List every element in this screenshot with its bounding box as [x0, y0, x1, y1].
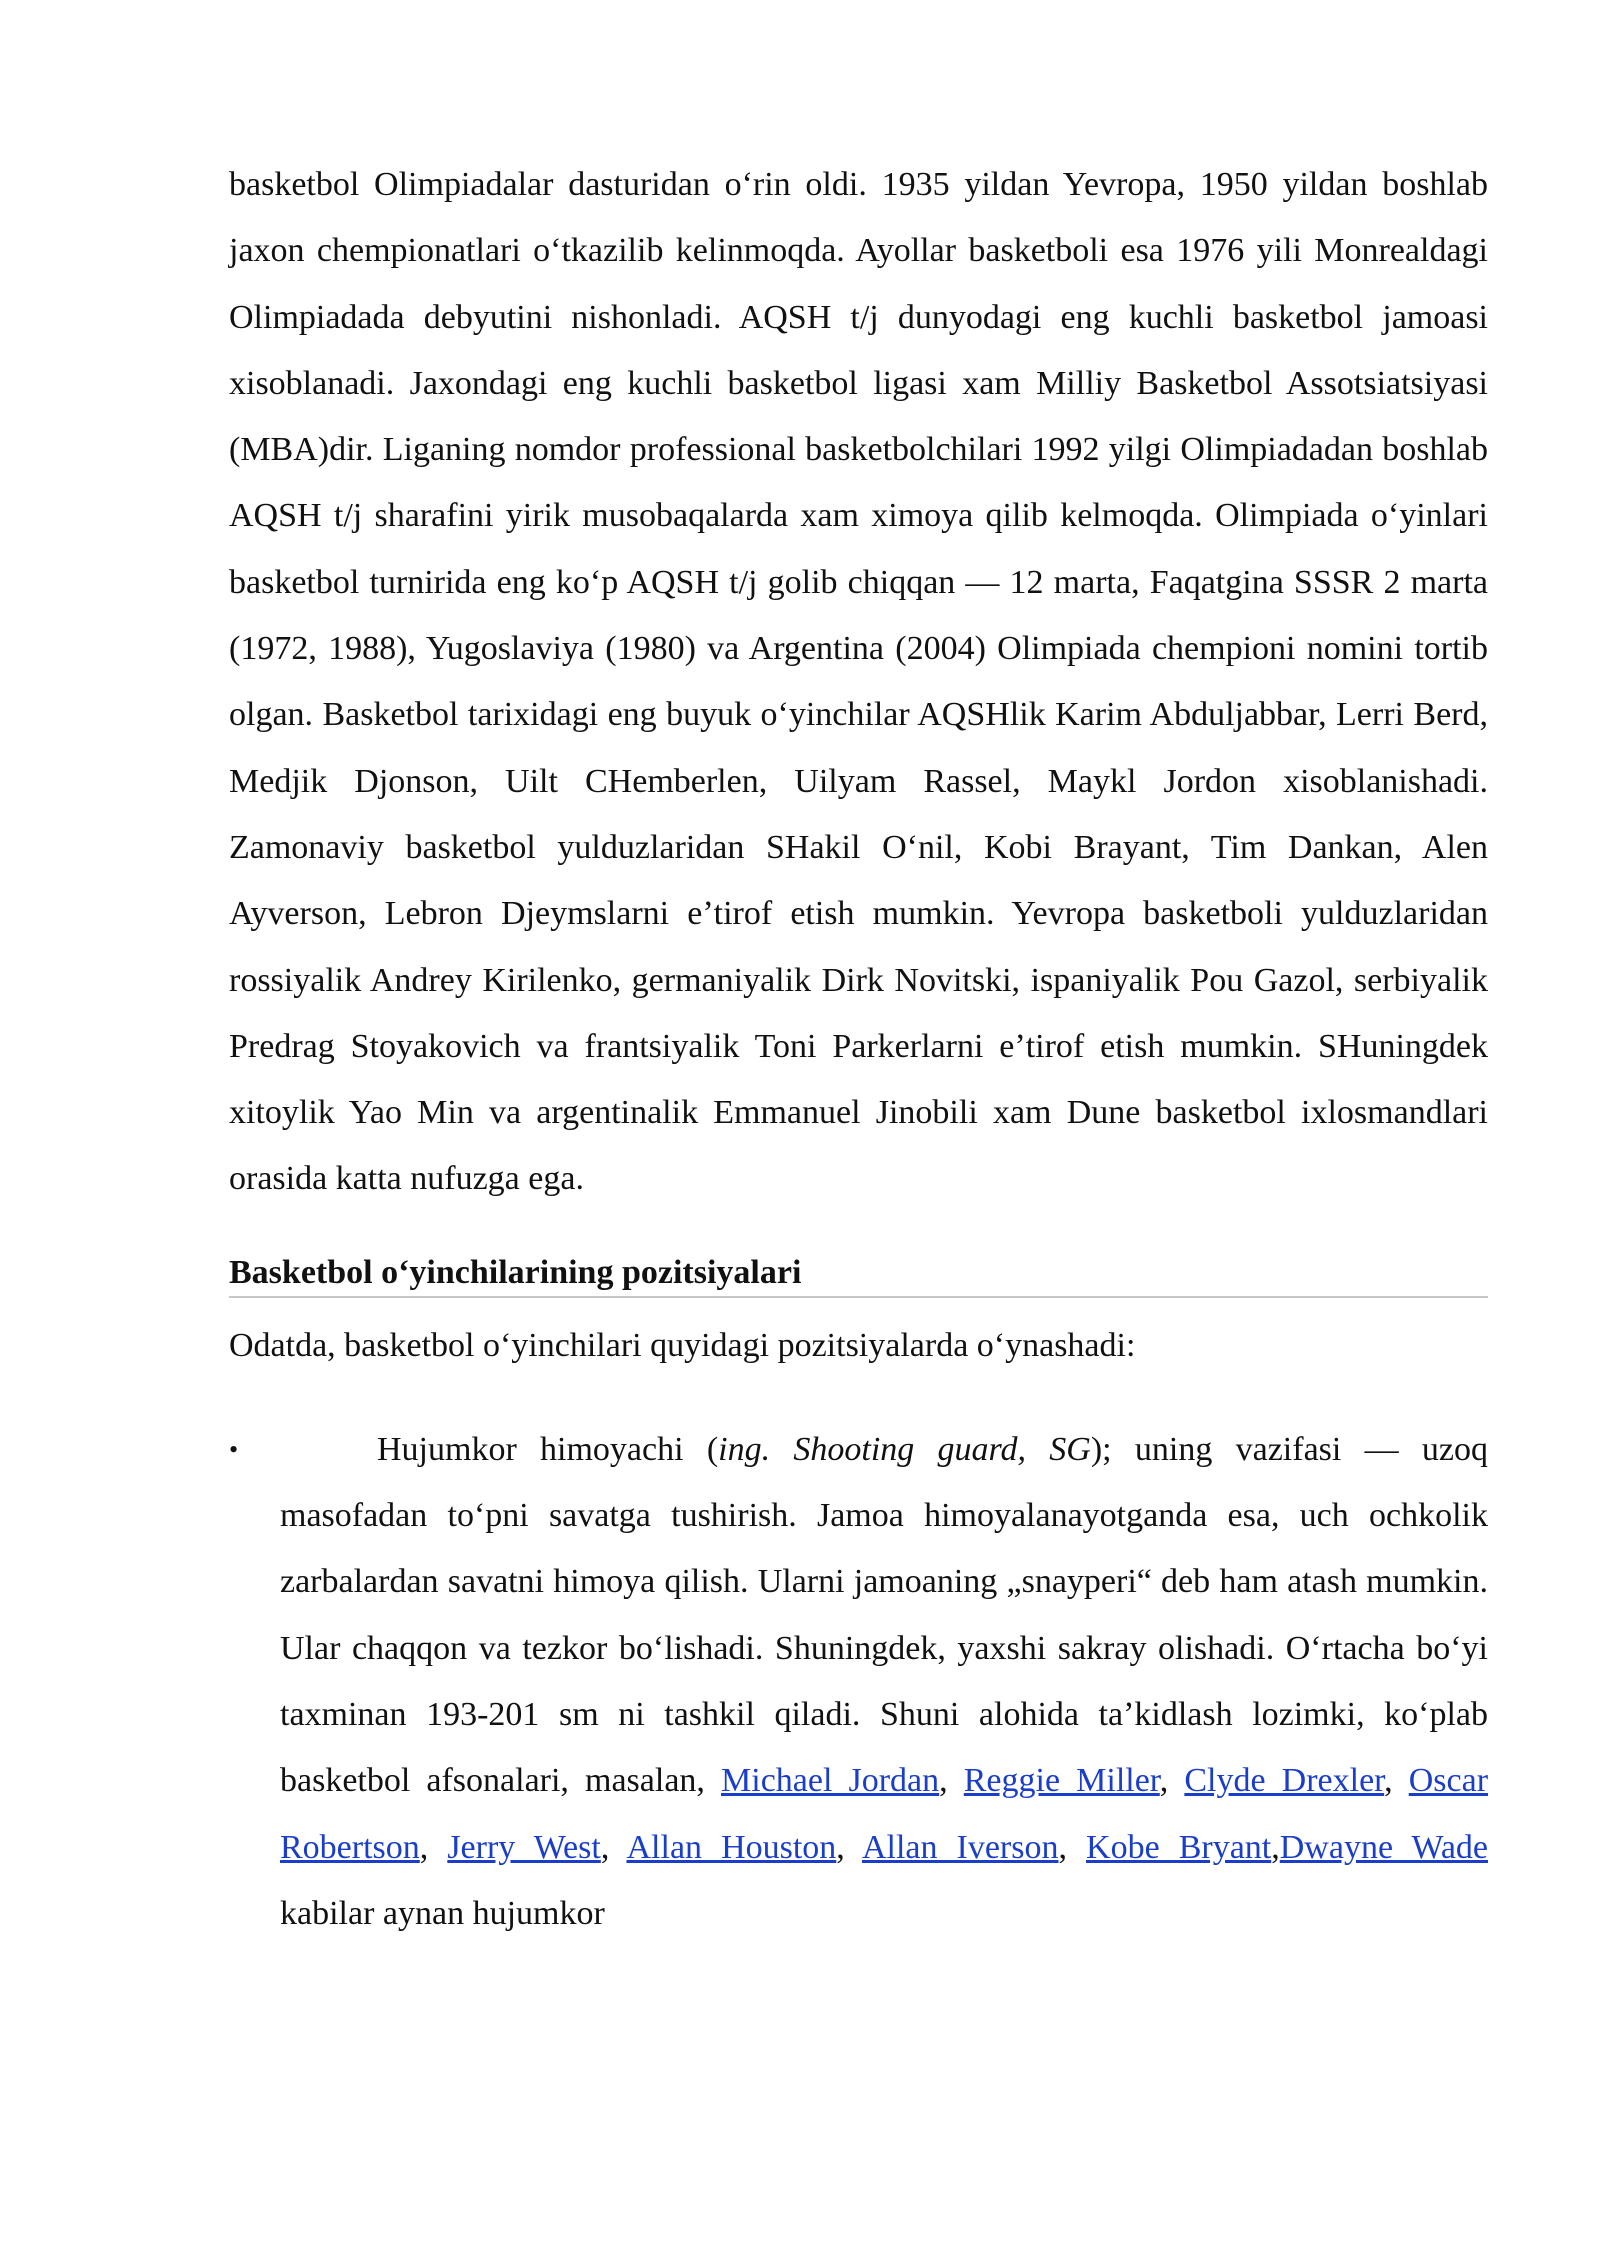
link-michael-jordan[interactable]: Michael Jordan	[721, 1762, 940, 1800]
link-oscar-robertson[interactable]: Oscar Robertson	[280, 1762, 1489, 1866]
body-paragraph: basketbol Olimpiadalar dasturidan oʻrin oldi. 1935 yildan Yevropa, 1950 yildan boshlab jaxon chempionatlari oʻtkazilib kelinmoqda. Ayollar basketboli esa 1976 yili Monrealdagi Olimpiadada debyutini nishonladi. AQSH t/j dunyodagi eng kuchli basketbol jamoasi xisoblanadi. Jaxondagi eng kuchli basketbol ligasi xam Milliy Basketbol Assotsiatsiyasi (MBA)dir. Liganing nomdor professional basketbolchilari 1992 yilgi Olimpiadadan boshlab AQSH t/j sharafini yirik musobaqalarda xam ximoya qilib kelmoqda. Olimpiada oʻyinlari basketbol turnirida eng koʻp AQSH t/j golib chiqqan — 12 marta, Faqatgina SSSR 2 marta (1972, 1988), Yugoslaviya (1980) va Argentina (2004) Olimpiada chempioni nomini tortib olgan. Basketbol tarixidagi eng buyuk oʻyinchilar AQSHlik Karim Abduljabbar, Lerri Berd, Medjik Djonson, Uilt CHemberlen, Uilyam Rassel, Maykl Jordon xisoblanishadi. Zamonaviy basketbol yulduzlaridan SHakil Oʻnil, Kobi Brayant, Tim Dankan, Alen Ayverson, Lebron Djeymslarni eʼtirof etish mumkin. Yevropa basketboli yulduzlaridan rossiyalik Andrey Kirilenko, germaniyalik Dirk Novitski, ispaniyalik Pou Gazol, serbiyalik Predrag Stoyakovich va frantsiyalik Toni Parkerlarni eʼtirof etish mumkin. SHuningdek xitoylik Yao Min va argentinalik Emmanuel Jinobili xam Dune basketbol ixlosmandlari orasida katta nufuzga ega.	[229, 166, 1488, 1198]
link-clyde-drexler[interactable]: Clyde Drexler	[1184, 1762, 1385, 1800]
link-allan-iverson[interactable]: Allan Iverson	[861, 1828, 1059, 1866]
bullet-marker: •	[229, 1434, 239, 1464]
section-heading: Basketbol oʻyinchilarining pozitsiyalari	[229, 1250, 1488, 1298]
link-allan-houston[interactable]: Allan Houston	[626, 1828, 837, 1866]
list-item-text: Hujumkor himoyachi (ing. Shooting guard, SG); uning vazifasi — uzoq masofadan toʻpni savatga tushirish. Jamoa himoyalanayotganda esa, uch ochkolik zarbalardan savatni himoya qilish. Ularni jamoaning „snayperi“ deb ham atash mumkin. Ular chaqqon va tezkor boʻlishadi. Shuningdek, yaxshi sakray olishadi. Oʻrtacha boʻyi taxminan 193-201 sm ni tashkil qiladi. Shuni alohida taʼkidlash lozimki, koʻplab basketbol afsonalari, masalan, Michael Jordan, Reggie Miller, Clyde Drexler, Oscar Robertson, Jerry West, Allan Houston, Allan Iverson, Kobe Bryant,Dwayne Wade kabilar aynan hujumkor	[280, 1430, 1489, 1932]
item-body: ); uning vazifasi — uzoq masofadan toʻpni savatga tushirish. Jamoa himoyalanayotganda esa, uch ochkolik zarbalardan savatni himoya qilish. Ularni jamoaning „snayperi“ deb ham atash mumkin. Ular chaqqon va tezkor boʻlishadi. Shuningdek, yaxshi sakray olishadi. Oʻrtacha boʻyi taxminan 193-201 sm ni tashkil qiladi. Shuni alohida taʼkidlash lozimki, koʻplab basketbol afsonalari, masalan,	[280, 1430, 1488, 1800]
link-reggie-miller[interactable]: Reggie Miller	[963, 1762, 1160, 1800]
positions-list	[229, 1417, 1488, 1947]
list-item	[229, 1417, 1488, 1947]
item-lead: Hujumkor himoyachi (	[377, 1430, 719, 1468]
link-jerry-west[interactable]: Jerry West	[447, 1828, 601, 1866]
link-kobe-bryant[interactable]: Kobe Bryant	[1086, 1828, 1272, 1866]
intro-sentence: Odatda, basketbol oʻyinchilari quyidagi pozitsiyalarda oʻynashadi:	[229, 1326, 1136, 1364]
item-tail: kabilar aynan hujumkor	[280, 1894, 605, 1932]
item-italic-term: ing. Shooting guard, SG	[718, 1430, 1091, 1468]
link-dwayne-wade[interactable]: Dwayne Wade	[1279, 1828, 1489, 1866]
